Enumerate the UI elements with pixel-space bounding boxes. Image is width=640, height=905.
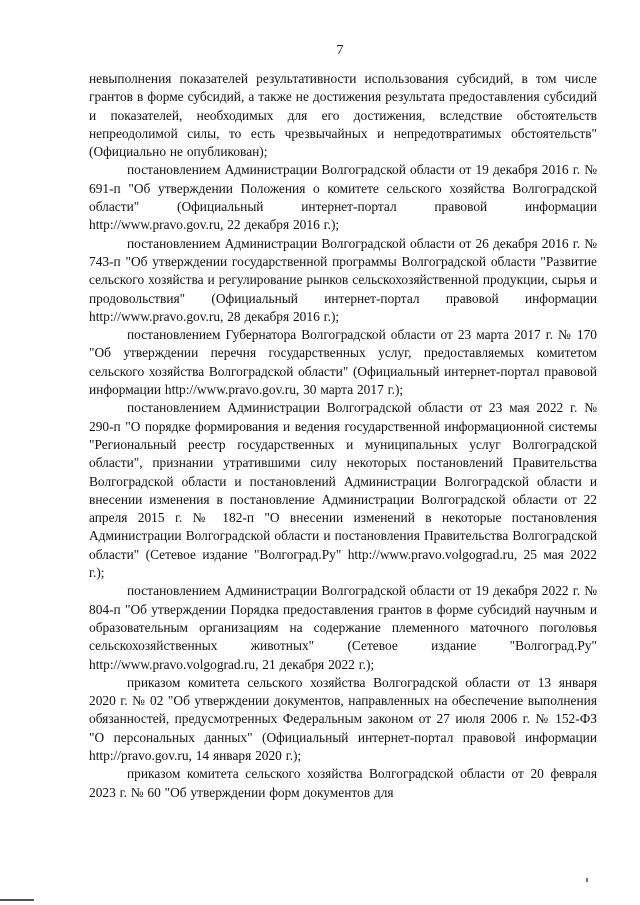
paragraph-order-02: приказом комитета сельского хозяйства Волгоградской области от 13 января 2020 г. № 02 "Об утверждении документов, направленных на обеспечение выполнения обязанностей, предусмотренных Федеральным законом от 27 июля 2006 г. № 152-ФЗ "О персональных данных" (Официальный интернет-портал правовой информации http://pravo.gov.ru, 14 января 2020 г.); (89, 674, 597, 763)
paragraph-resolution-743: постановлением Администрации Волгоградской области от 26 декабря 2016 г. № 743-п "Об утверждении государственной программы Волгоградской области "Развитие сельского хозяйства и регулирование рынков сельскохозяйственной продукции, сырья и продовольствия" (Официальный интернет-портал правовой информации http://www.pravo.gov.ru, 28 декабря 2016 г.); (89, 235, 597, 324)
scan-edge-mark (0, 899, 34, 901)
document-body (89, 70, 597, 802)
paragraph-governor-resolution-170: постановлением Губернатора Волгоградской области от 23 марта 2017 г. № 170 "Об утверждении перечня государственных услуг, предоставляемых комитетом сельского хозяйства Волгоградской области" (Официальный интернет-портал правовой информации http://www.pravo.gov.ru, 30 марта 2017 г.); (89, 327, 597, 398)
paragraph-resolution-691: постановлением Администрации Волгоградской области от 19 декабря 2016 г. № 691-п "Об утверждении Положения о комитете сельского хозяйства Волгоградской области" (Официальный интернет-портал правовой информации http://www.pravo.gov.ru, 22 декабря 2016 г.); (89, 162, 597, 233)
page-number: 7 (336, 43, 344, 58)
paragraph-order-60: приказом комитета сельского хозяйства Волгоградской области от 20 февраля 2023 г. № 60 "Об утверждении форм документов для (89, 766, 597, 800)
paragraph-resolution-290: постановлением Администрации Волгоградской области от 23 мая 2022 г. № 290-п "О порядке формирования и ведения государственной информационной системы "Региональный реестр государственных и муниципальных услуг Волгоградской области", признании утратившими силу некоторых постановлений Правительства Волгоградской области и постановлений Администрации Волгоградской области и внесении изменения в постановление Администрации Волгоградской области от 22 апреля 2015 г. № 182-п "О внесении изменений в некоторые постановления Администрации Волгоградской области и постановления Правительства Волгоградской области" (Сетевое издание "Волгоград.Ру" http://www.pravo.volgograd.ru, 25 мая 2022 г.); (89, 400, 597, 581)
scan-speck (586, 878, 588, 882)
paragraph-continuation: невыполнения показателей результативности использования субсидий, в том числе грантов в форме субсидий, а также не достижения результата предоставления субсидий и показателей, необходимых для его достижения, вследствие обстоятельств непреодолимой силы, то есть чрезвычайных и непредотвратимых обстоятельств" (Официально не опубликован); (89, 71, 597, 160)
paragraph-resolution-804: постановлением Администрации Волгоградской области от 19 декабря 2022 г. № 804-п "Об утверждении Порядка предоставления грантов в форме субсидий научным и образовательным организациям на содержание племенного маточного поголовья сельскохозяйственных животных" (Сетевое издание "Волгоград.Ру" http://www.pravo.volgograd.ru, 21 декабря 2022 г.); (89, 583, 597, 672)
